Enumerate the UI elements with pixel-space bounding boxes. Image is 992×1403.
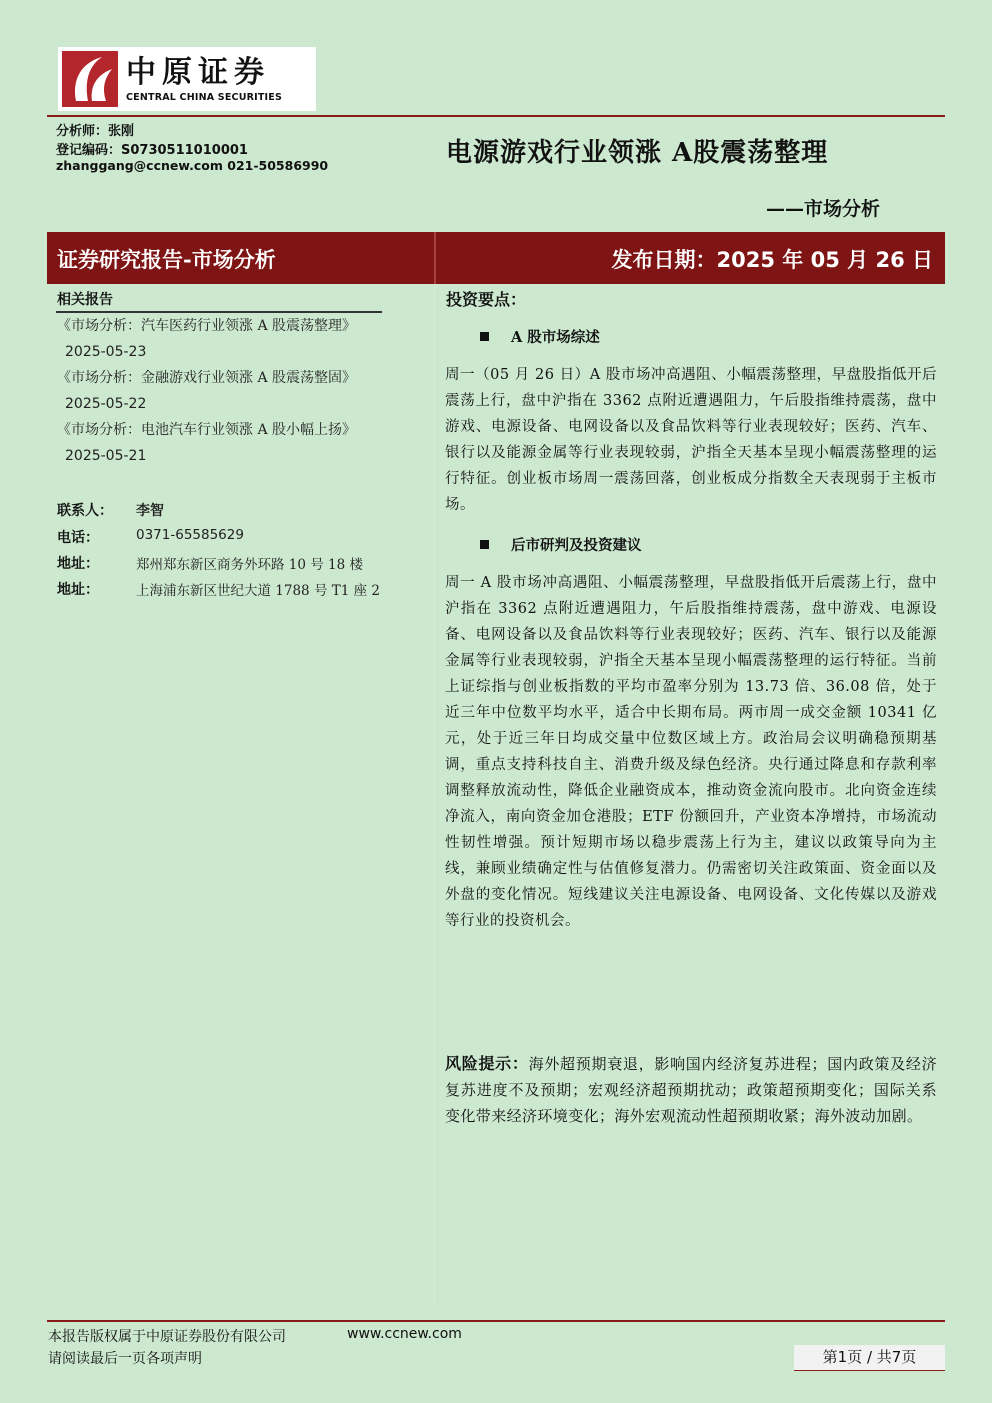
market-review-paragraph: 周一（05 月 26 日）A 股市场冲高遇阻、小幅震荡整理，早盘股指低开后震荡上行，盘中沪指在 3362 点附近遭遇阻力，午后股指维持震荡，盘中游戏、电源设备、电网设备以及食品饮料等行业表现较好；医药、汽车、银行以及能源金属等行业表现较弱，沪指全天基本呈现小幅震荡整理的运行特征。创业板市场周一震荡回落，创业板成分指数全天表现弱于主板市场。: [445, 367, 937, 513]
related-report-date: 2025-05-21: [65, 448, 147, 464]
related-reports-heading: 相关报告: [57, 292, 113, 308]
section-title: A 股市场综述: [511, 329, 600, 346]
outlook-paragraph: 周一 A 股市场冲高遇阻、小幅震荡整理，早盘股指低开后震荡上行，盘中沪指在 3362 点附近遭遇阻力，午后股指维持震荡，盘中游戏、电源设备、电网设备以及食品饮料等行业表现较好；医药、汽车、银行以及能源金属等行业表现较弱，沪指全天基本呈现小幅震荡整理的运行特征。当前上证综指与创业板指数的平均市盈率分别为 13.73 倍、36.08 倍，处于近三年中位数平均水平，适合中长期布局。两市周一成交金额 10341 亿元，处于近三年日均成交量中位数区域上方。政治局会议明确稳预期基调，重点支持科技自主、消费升级及绿色经济。央行通过降息和存款利率调整释放流动性，降低企业融资成本，推动资金流向股市。北向资金连续净流入，南向资金加仓港股；ETF 份额回升，产业资本净增持，市场流动性韧性增强。预计短期市场以稳步震荡上行为主，建议以政策导向为主线，兼顾业绩确定性与估值修复潜力。仍需密切关注政策面、资金面以及外盘的变化情况。短线建议关注电源设备、电网设备、文化传媒以及游戏等行业的投资机会。: [445, 575, 937, 929]
related-report-item[interactable]: [57, 365, 383, 417]
related-report-date: 2025-05-22: [65, 396, 147, 412]
banner-divider: [434, 232, 436, 284]
report-banner: [47, 232, 945, 284]
risk-warning: [445, 1051, 937, 1129]
report-subtitle: ——市场分析: [766, 198, 881, 220]
analyst-name: 分析师：张刚: [56, 124, 135, 139]
page-indicator: 第1页 / 共7页: [794, 1345, 945, 1370]
column-separator: [434, 284, 435, 1304]
address-label: 地址：: [57, 556, 99, 572]
analyst-registration: 登记编码：S0730511010001: [56, 143, 248, 158]
footer-copyright: 本报告版权属于中原证券股份有限公司: [48, 1329, 286, 1345]
related-report-title: 《市场分析：汽车医药行业领涨 A 股震荡整理》: [57, 318, 357, 334]
logo-mark-icon: [62, 51, 118, 107]
bullet-square-icon: [480, 332, 489, 341]
related-report-date: 2025-05-23: [65, 344, 147, 360]
section-heading-outlook: [480, 534, 642, 555]
report-category: 证券研究报告-市场分析: [57, 247, 276, 272]
related-report-title: 《市场分析：电池汽车行业领涨 A 股小幅上扬》: [57, 422, 357, 438]
section-title: 后市研判及投资建议: [511, 537, 642, 554]
footer-website-link[interactable]: www.ccnew.com: [347, 1326, 462, 1342]
address-label: 地址：: [57, 582, 99, 598]
publish-date: 发布日期：2025 年 05 月 26 日: [611, 248, 933, 272]
address-value: 上海浦东新区世纪大道 1788 号 T1 座 2: [136, 583, 380, 599]
report-title: 电源游戏行业领涨 A股震荡整理: [446, 138, 829, 168]
related-report-title: 《市场分析：金融游戏行业领涨 A 股震荡整固》: [57, 370, 357, 386]
phone-value: 0371-65585629: [136, 527, 244, 543]
risk-label: 风险提示：: [445, 1054, 529, 1073]
company-logo: [58, 47, 316, 111]
bullet-square-icon: [480, 540, 489, 549]
related-report-item[interactable]: [57, 313, 383, 365]
analyst-contact: zhanggang@ccnew.com 021-50586990: [56, 158, 329, 173]
section-heading-market-review: [480, 326, 600, 347]
logo-english-name: CENTRAL CHINA SECURITIES: [126, 91, 283, 103]
address-value: 郑州郑东新区商务外环路 10 号 18 楼: [136, 557, 364, 573]
related-report-item[interactable]: [57, 417, 383, 469]
footer-rule: [47, 1320, 945, 1322]
risk-text: 海外超预期衰退，影响国内经济复苏进程；国内政策及经济复苏进度不及预期；宏观经济超预期扰动；政策超预期变化；国际关系变化带来经济环境变化；海外宏观流动性超预期收紧；海外波动加剧。: [445, 1055, 937, 1125]
footer-bottom-rule: [794, 1370, 945, 1371]
phone-label: 电话：: [57, 530, 99, 546]
contact-person-value: 李智: [136, 503, 164, 519]
header-rule: [47, 115, 945, 117]
footer-disclaimer: 请阅读最后一页各项声明: [48, 1351, 202, 1367]
key-points-heading: 投资要点：: [446, 290, 527, 309]
logo-chinese-name: 中原证券: [126, 54, 270, 90]
contact-person-label: 联系人：: [57, 503, 113, 519]
